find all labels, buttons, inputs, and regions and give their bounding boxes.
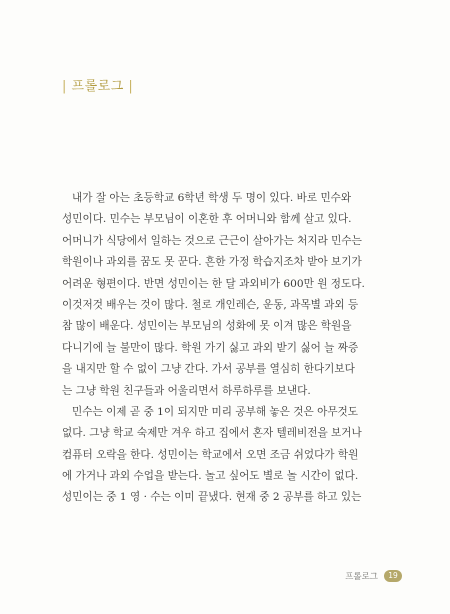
page-number: 19 <box>384 570 402 582</box>
heading-bar-left: | <box>62 79 67 94</box>
body-line: 내가 잘 아는 초등학교 6학년 학생 두 명이 있다. 바로 민수와 <box>72 192 352 204</box>
body-line: 성민이는 중 1 영 · 수는 이미 끝냈다. 현재 중 2 공부를 하고 있는 <box>62 491 362 504</box>
body-line: 이것저것 배우는 것이 많다. 철로 개인레슨, 운동, 과목별 과외 등 <box>62 298 359 311</box>
body-paragraphs <box>62 188 365 509</box>
running-footer-title: 프롤로그 <box>345 572 378 582</box>
body-line: 민수는 이제 곧 중 1이 되지만 미리 공부해 놓은 것은 아무것도 <box>72 405 359 418</box>
body-line: 없다. 그냥 학교 숙제만 겨우 하고 집에서 혼자 텔레비전을 보거나 <box>62 427 362 440</box>
section-title: 프롤로그 <box>71 79 124 94</box>
body-line: 컴퓨터 오락을 한다. 성민이는 학교에서 오면 조금 쉬었다가 학원 <box>62 448 359 461</box>
body-line: 성민이다. 민수는 부모님이 이혼한 후 어머니와 함께 살고 있다. <box>62 213 352 226</box>
body-line: 어머니가 식당에서 일하는 것으로 근근이 살아가는 처지라 민수는 <box>62 234 362 247</box>
body-line: 을 내지만 할 수 없이 그냥 간다. 가서 공부를 열심히 한다기보다 <box>62 363 355 376</box>
body-line: 다니기에 늘 불만이 많다. 학원 가기 싫고 과외 받기 싫어 늘 짜증 <box>62 341 359 354</box>
body-line: 는 그냥 학원 친구들과 어울리면서 하루하루를 보낸다. <box>62 384 311 397</box>
section-heading <box>62 75 133 94</box>
heading-bar-right: | <box>128 79 134 94</box>
body-line: 어려운 형편이다. 반면 성민이는 한 달 과외비가 600만 원 정도다. <box>62 277 365 290</box>
body-line: 에 가거나 과외 수업을 받는다. 놀고 싶어도 별로 놀 시간이 없다. <box>62 470 359 483</box>
page-footer <box>345 570 402 582</box>
body-line: 학원이나 과외를 꿈도 못 꾼다. 흔한 가정 학습지조차 받아 보기가 <box>62 256 362 269</box>
body-line: 참 많이 배운다. 성민이는 부모님의 성화에 못 이겨 많은 학원을 <box>62 320 352 333</box>
